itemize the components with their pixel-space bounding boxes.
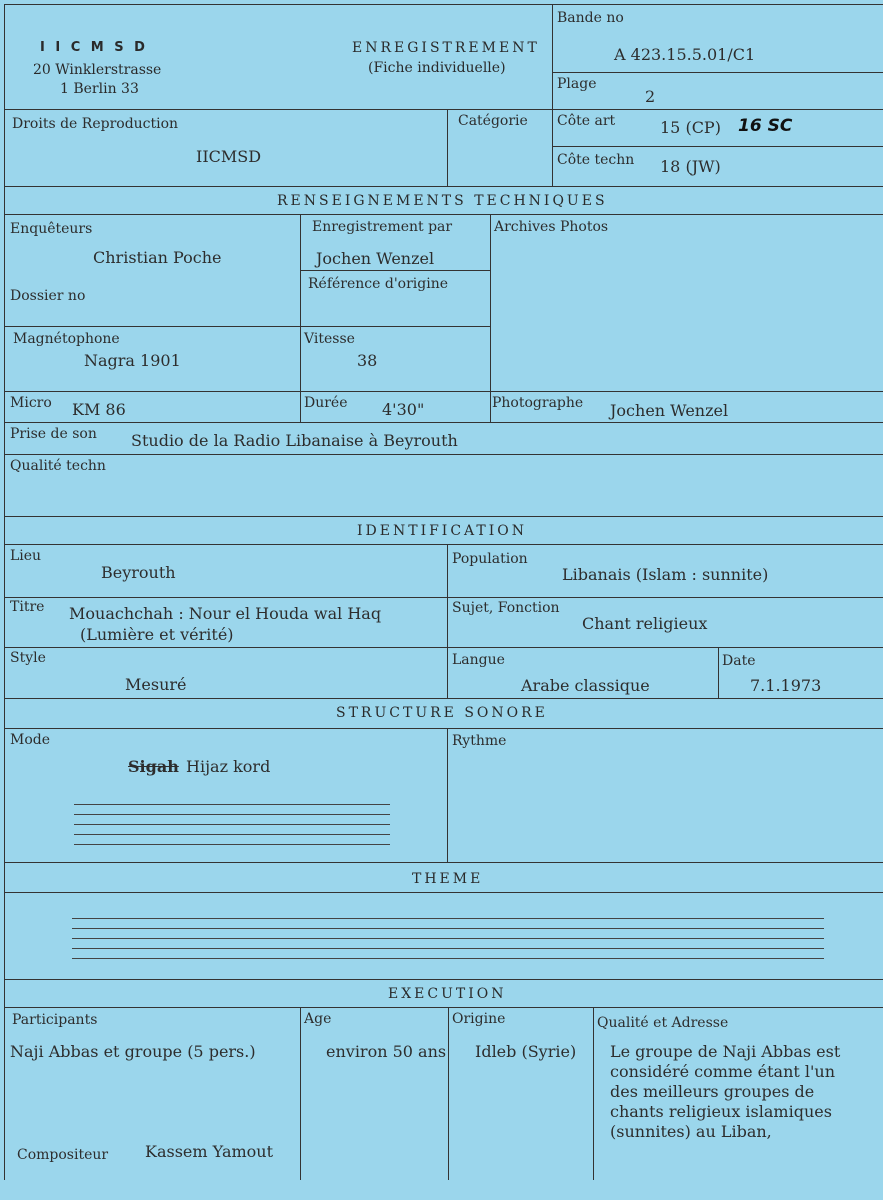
micro-value: KM 86 <box>72 400 126 419</box>
date-label: Date <box>722 653 756 669</box>
titre-label: Titre <box>10 599 45 615</box>
divider <box>4 4 5 1180</box>
divider <box>4 597 883 598</box>
participants-label: Participants <box>12 1012 98 1028</box>
divider <box>300 214 301 422</box>
divider <box>4 326 490 327</box>
enreg-par-value: Jochen Wenzel <box>316 249 435 268</box>
section-title-execution: EXECUTION <box>388 986 507 1002</box>
magneto-label: Magnétophone <box>13 331 120 347</box>
divider <box>4 214 883 215</box>
divider <box>300 270 490 271</box>
categorie-label: Catégorie <box>458 113 528 129</box>
org-street: 20 Winklerstrasse <box>33 62 162 78</box>
vitesse-value: 38 <box>357 351 378 370</box>
titre-line-1: Mouachchah : Nour el Houda wal Haq <box>69 604 382 623</box>
divider <box>448 1007 449 1180</box>
divider <box>718 647 719 698</box>
dossier-label: Dossier no <box>10 288 86 304</box>
divider <box>4 391 883 392</box>
lieu-label: Lieu <box>10 548 42 564</box>
magneto-value: Nagra 1901 <box>84 351 181 370</box>
ref-origine-label: Référence d'origine <box>308 276 449 292</box>
prise-de-son-value: Studio de la Radio Libanaise à Beyrouth <box>131 431 458 450</box>
archives-photos-label: Archives Photos <box>494 219 609 235</box>
compositeur-label: Compositeur <box>17 1147 109 1163</box>
enreg-par-label: Enregistrement par <box>312 219 453 235</box>
theme-staff-line <box>72 958 824 959</box>
mode-staff-line <box>74 814 390 815</box>
droits-label: Droits de Reproduction <box>12 116 179 132</box>
divider <box>300 1007 301 1180</box>
mode-staff-line <box>74 824 390 825</box>
langue-value: Arabe classique <box>521 676 650 695</box>
enqueteurs-value: Christian Poche <box>93 248 222 267</box>
qualite-line: Le groupe de Naji Abbas est <box>610 1042 841 1061</box>
divider <box>593 1007 594 1180</box>
org-code: I I C M S D <box>40 40 148 55</box>
cote-art-handwritten: 16 SC <box>738 116 793 136</box>
divider <box>4 4 883 5</box>
divider <box>447 728 448 862</box>
cote-art-value: 15 (CP) <box>660 118 721 137</box>
population-label: Population <box>452 551 528 567</box>
divider <box>4 862 883 863</box>
theme-staff-line <box>72 918 824 919</box>
vitesse-label: Vitesse <box>304 331 355 347</box>
divider <box>4 698 883 699</box>
duree-label: Durée <box>304 395 348 411</box>
sujet-value: Chant religieux <box>582 614 708 633</box>
bande-label: Bande no <box>557 10 624 26</box>
divider <box>4 1007 883 1008</box>
sujet-label: Sujet, Fonction <box>452 600 560 616</box>
compositeur-value: Kassem Yamout <box>145 1142 274 1161</box>
section-title-structure: STRUCTURE SONORE <box>336 705 548 721</box>
form-subtitle: (Fiche individuelle) <box>368 60 506 76</box>
rythme-label: Rythme <box>452 733 507 749</box>
section-title-theme: THEME <box>412 871 484 887</box>
micro-label: Micro <box>10 395 52 411</box>
theme-staff-line <box>72 938 824 939</box>
prise-de-son-label: Prise de son <box>10 426 97 442</box>
mode-struck-value: Sigah <box>128 757 179 776</box>
lieu-value: Beyrouth <box>101 563 176 582</box>
enqueteurs-label: Enquêteurs <box>10 221 93 237</box>
divider <box>4 109 883 110</box>
style-value: Mesuré <box>125 675 187 694</box>
qualite-line: (sunnites) au Liban, <box>610 1122 772 1141</box>
section-title-technique: RENSEIGNEMENTS TECHNIQUES <box>277 193 608 209</box>
bande-value: A 423.15.5.01/C1 <box>614 45 756 64</box>
divider <box>490 214 491 422</box>
mode-staff-line <box>74 834 390 835</box>
cote-art-label: Côte art <box>557 113 616 129</box>
divider <box>4 544 883 545</box>
divider <box>4 186 883 187</box>
date-value: 7.1.1973 <box>750 676 822 695</box>
form-title: ENREGISTREMENT <box>352 40 540 56</box>
divider <box>447 109 448 186</box>
qualite-line: des meilleurs groupes de <box>610 1082 815 1101</box>
plage-label: Plage <box>557 76 597 92</box>
qualite-adresse-label: Qualité et Adresse <box>597 1015 729 1031</box>
mode-label: Mode <box>10 732 51 748</box>
origine-label: Origine <box>452 1011 506 1027</box>
divider <box>4 516 883 517</box>
photographe-value: Jochen Wenzel <box>610 401 729 420</box>
divider <box>4 728 883 729</box>
droits-value: IICMSD <box>196 147 262 166</box>
divider <box>552 146 883 147</box>
divider <box>552 4 553 186</box>
divider <box>447 544 448 698</box>
mode-value: Hijaz kord <box>186 757 271 776</box>
divider <box>4 454 883 455</box>
qualite-line: chants religieux islamiques <box>610 1102 832 1121</box>
mode-staff-line <box>74 804 390 805</box>
origine-value: Idleb (Syrie) <box>475 1042 577 1061</box>
qualite-line: considéré comme étant l'un <box>610 1062 836 1081</box>
divider <box>4 892 883 893</box>
theme-staff-line <box>72 928 824 929</box>
age-label: Age <box>304 1011 332 1027</box>
photographe-label: Photographe <box>492 395 584 411</box>
divider <box>4 422 883 423</box>
plage-value: 2 <box>645 87 656 106</box>
participants-value: Naji Abbas et groupe (5 pers.) <box>10 1042 256 1061</box>
theme-staff-line <box>72 948 824 949</box>
qualite-techn-label: Qualité techn <box>10 458 106 474</box>
langue-label: Langue <box>452 652 505 668</box>
cote-techn-value: 18 (JW) <box>660 157 721 176</box>
age-value: environ 50 ans <box>326 1042 447 1061</box>
org-city: 1 Berlin 33 <box>60 81 139 97</box>
cote-techn-label: Côte techn <box>557 152 635 168</box>
titre-line-2: (Lumière et vérité) <box>80 625 234 644</box>
divider <box>552 72 883 73</box>
duree-value: 4'30" <box>382 400 425 419</box>
divider <box>4 979 883 980</box>
divider <box>4 647 883 648</box>
population-value: Libanais (Islam : sunnite) <box>562 565 769 584</box>
section-title-identification: IDENTIFICATION <box>357 523 527 539</box>
mode-staff-line <box>74 844 390 845</box>
style-label: Style <box>10 650 46 666</box>
